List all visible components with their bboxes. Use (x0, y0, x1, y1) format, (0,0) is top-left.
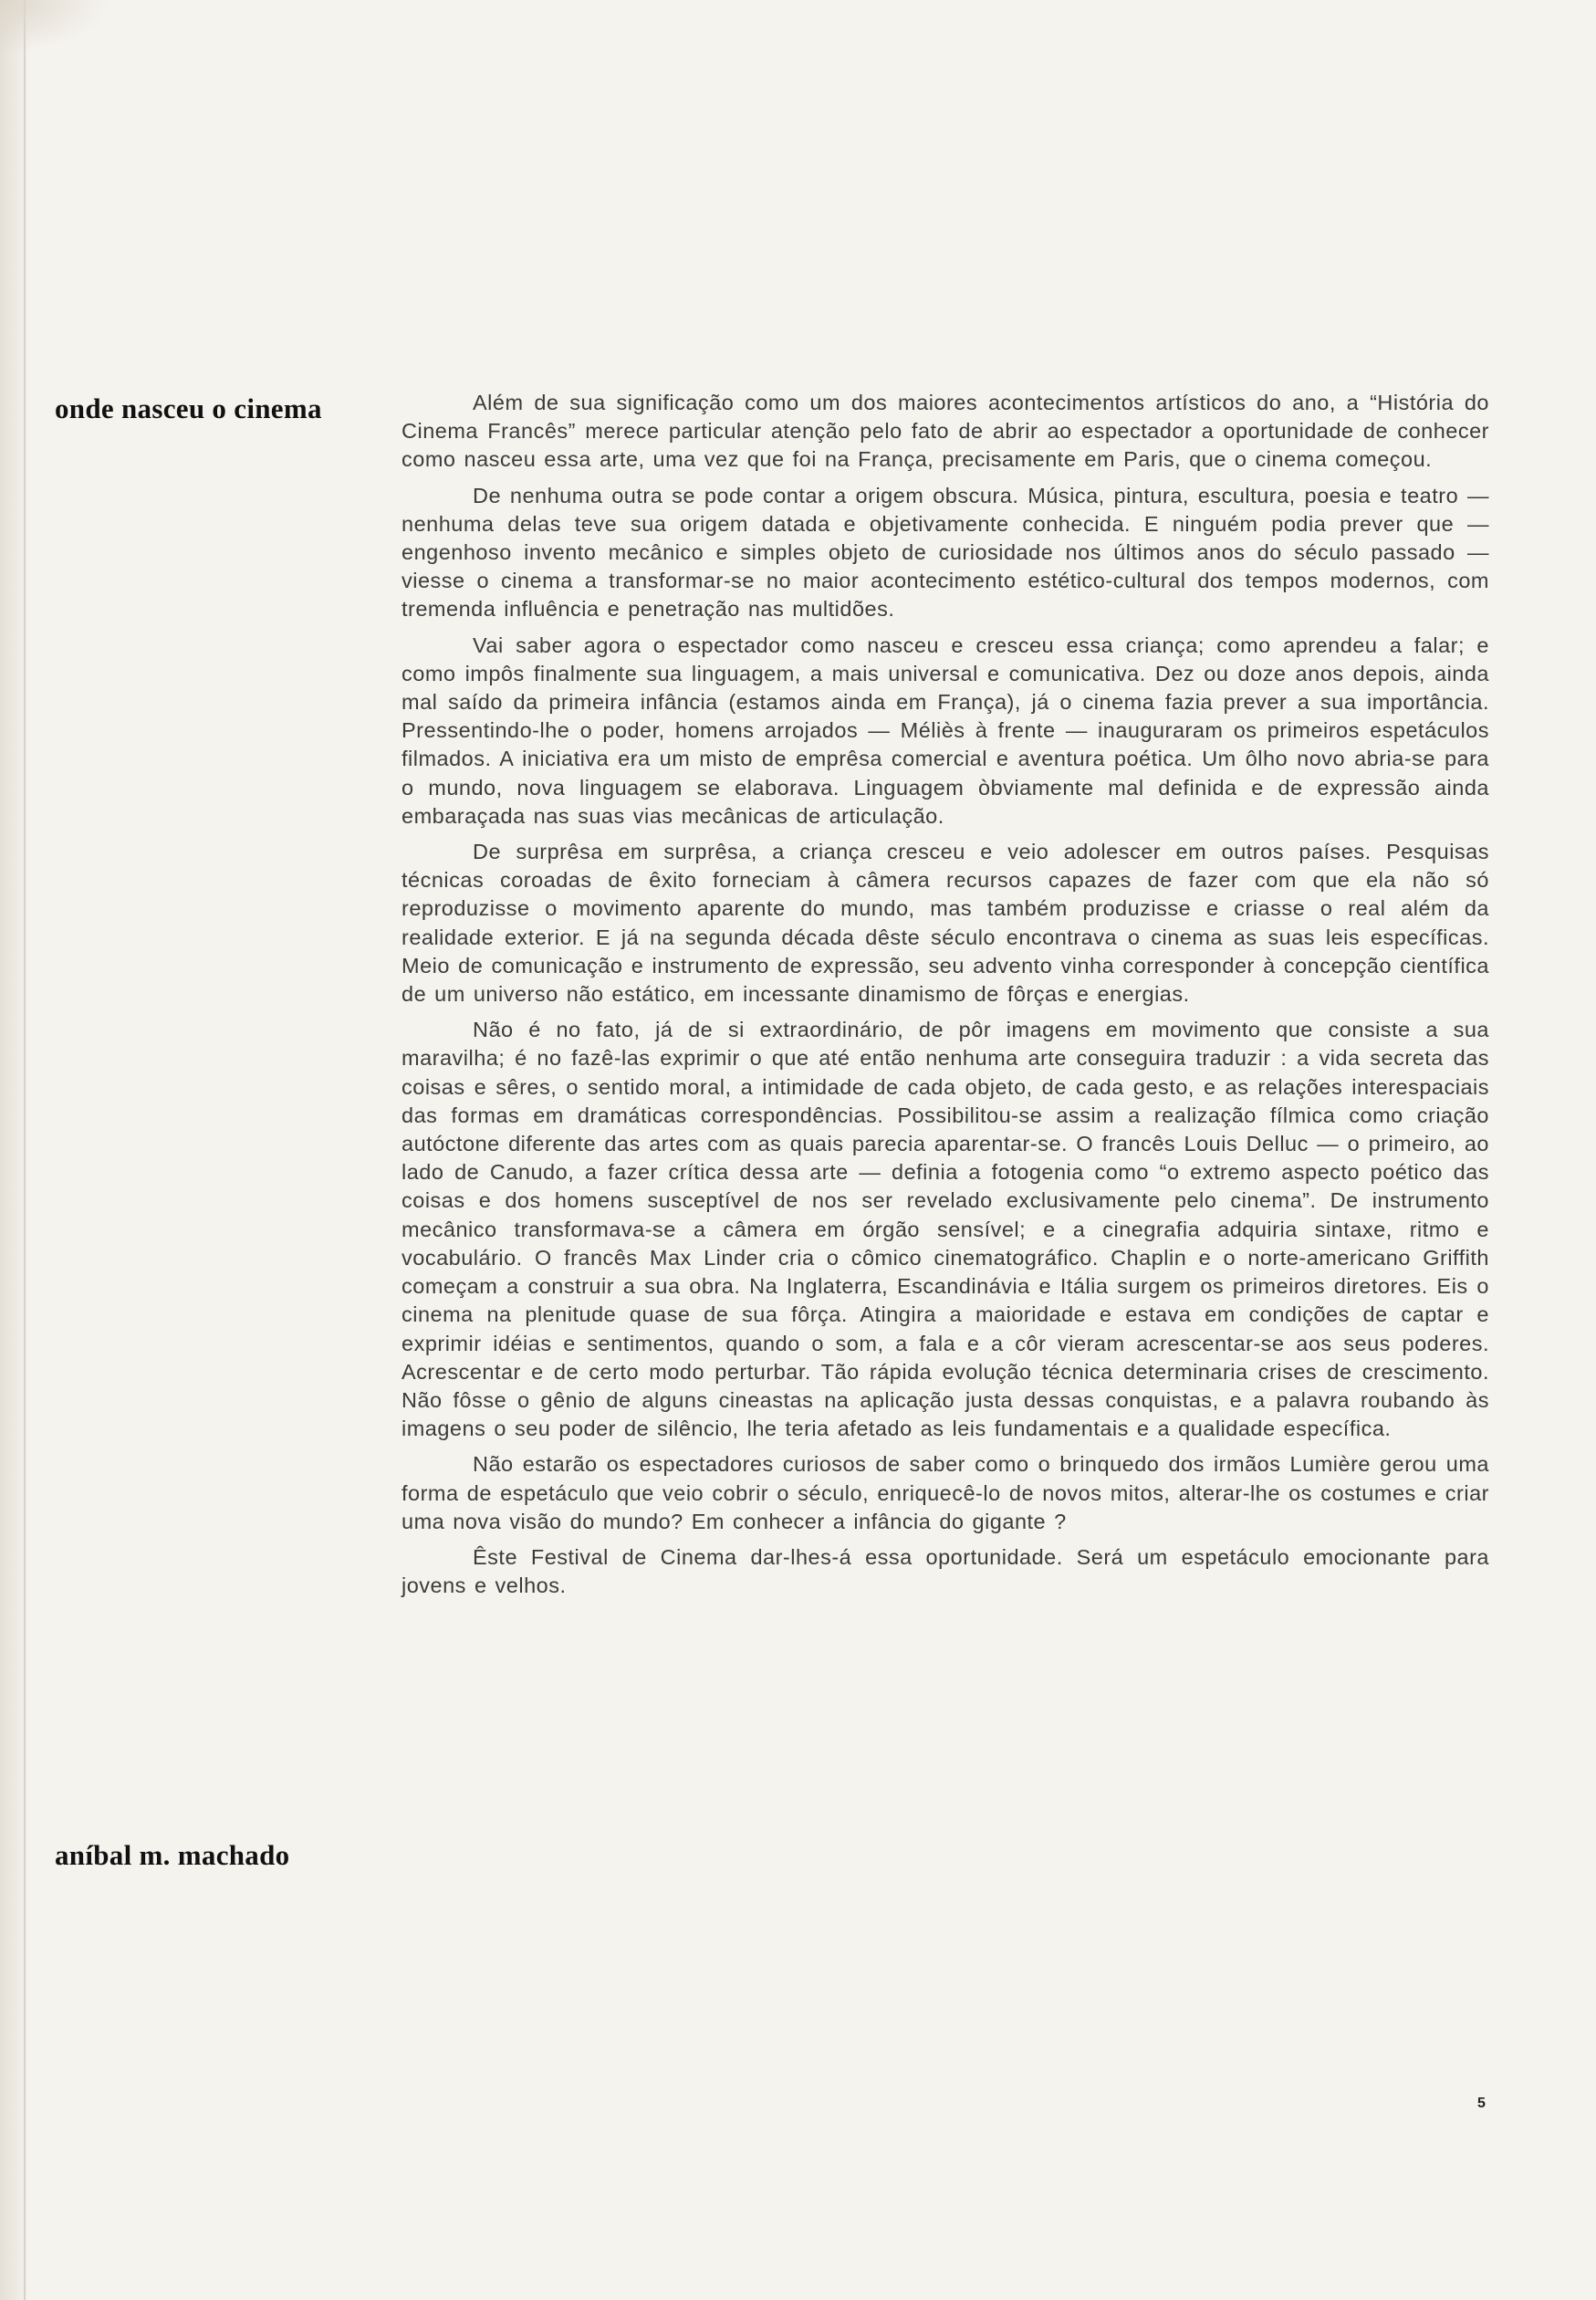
paragraph: Vai saber agora o espectador como nasceu e cresceu essa criança; como aprendeu a falar; e como impôs finalmente sua linguagem, a mais universal e comunicativa. Dez ou doze anos depois, ainda mal saído da primeira infância (estamos ainda em França), já o cinema fazia prever a sua importância. Pressentindo-lhe o poder, homens arrojados — Méliès à frente — inauguraram os primeiros espetáculos filmados. A iniciativa era um misto de emprêsa comercial e aventura poética. Um ôlho novo abria-se para o mundo, nova linguagem se elaborava. Linguagem òbviamente mal definida e de expressão ainda embaraçada nas suas vias mecânicas de articulação. (402, 632, 1489, 828)
page-fold-line (24, 0, 26, 2300)
paragraph: Além de sua significação como um dos maiores acontecimentos artísticos do ano, a “História do Cinema Francês” merece particular atenção pelo fato de abrir ao espectador a oportunidade de conhecer como nasceu essa arte, uma vez que foi na França, precisamente em Paris, que o cinema começou. (402, 391, 1489, 472)
paragraph: De surprêsa em surprêsa, a criança cresceu e veio adolescer em outros países. Pesquisas técnicas coroadas de êxito forneciam à câmera recursos capazes de fazer com que ela não só reproduzisse o movimento aparente do mundo, mas também produzisse e criasse o real além da realidade exterior. E já na segunda década dêste século encontrava o cinema as suas leis específicas. Meio de comunicação e instrumento de expressão, seu advento vinha corresponder à concepção científica de um universo não estático, em incessante dinamismo de fôrças e energias. (402, 840, 1489, 1007)
article-body (402, 389, 1489, 1600)
article-title: onde nasceu o cinema (55, 392, 322, 424)
page-number: 5 (1477, 2096, 1486, 2111)
paragraph: De nenhuma outra se pode contar a origem obscura. Música, pintura, escultura, poesia e teatro — nenhuma delas teve sua origem datada e objetivamente conhecida. E ninguém podia prever que — engenhoso invento mecânico e simples objeto de curiosidade nos últimos anos do século passado — viesse o cinema a transformar-se no maior acontecimento estético-cultural dos tempos modernos, com tremenda influência e penetração nas multidões. (402, 483, 1489, 622)
paragraph: Não é no fato, já de si extraordinário, de pôr imagens em movimento que consiste a sua maravilha; é no fazê-las exprimir o que até então nenhuma arte conseguira traduzir : a vida secreta das coisas e sêres, o sentido moral, a intimidade de cada objeto, de cada gesto, e as relações interespaciais das formas em dramáticas correspondências. Possibilitou-se assim a realização fílmica como criação autóctone diferente das artes com as quais parecia aparentar-se. O francês Louis Delluc — o primeiro, ao lado de Canudo, a fazer crítica dessa arte — definia a fotogenia como “o extremo aspecto poético das coisas e dos homens susceptível de nos ser revelado exclusivamente pelo cinema”. De instrumento mecânico transformava-se a câmera em órgão sensível; e a cinegrafia adquiria sintaxe, ritmo e vocabulário. O francês Max Linder cria o cômico cinematográfico. Chaplin e o norte-americano Griffith começam a construir a sua obra. Na Inglaterra, Escandinávia e Itália surgem os primeiros diretores. Eis o cinema na plenitude quase de sua fôrça. Atingira a maioridade e estava em condições de captar e exprimir idéias e sentimentos, quando o som, a fala e a côr vieram acrescentar-se aos seus poderes. Acrescentar e de certo modo perturbar. Tão rápida evolução técnica determinaria crises de crescimento. Não fôsse o gênio de alguns cineastas na aplicação justa dessas conquistas, e a palavra roubando às imagens o seu poder de silêncio, lhe teria afetado as leis fundamentais e a qualidade específica. (402, 1018, 1489, 1441)
paragraph: Êste Festival de Cinema dar-lhes-á essa oportunidade. Será um espetáculo emocionante para jovens e velhos. (402, 1544, 1489, 1598)
page-margin-shadow (0, 0, 31, 2300)
paragraph: Não estarão os espectadores curiosos de saber como o brinquedo dos irmãos Lumière gerou uma forma de espetáculo que veio cobrir o século, enriquecê-lo de novos mitos, alterar-lhe os costumes e criar uma nova visão do mundo? Em conhecer a infância do gigante ? (402, 1452, 1489, 1533)
article-author: aníbal m. machado (55, 1839, 290, 1871)
paper-stain (0, 0, 110, 55)
